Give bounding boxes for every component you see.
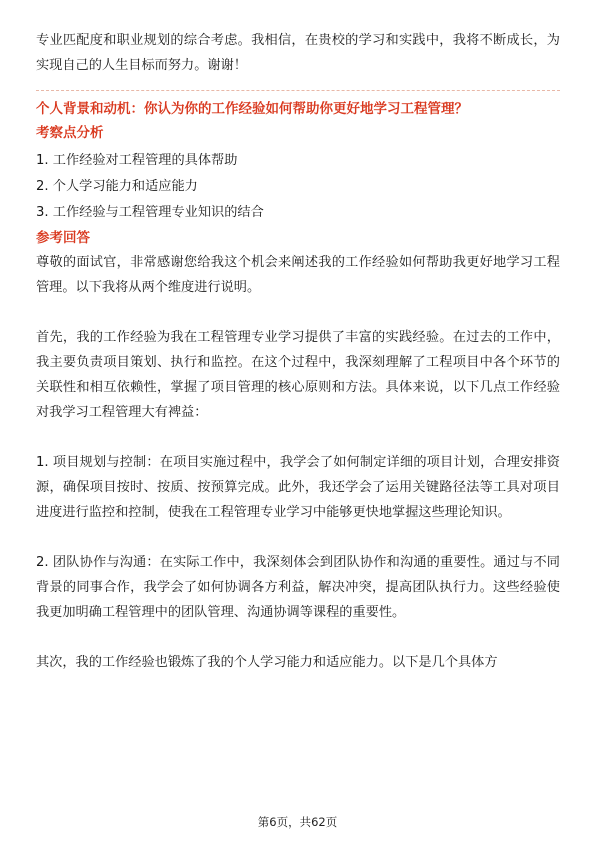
analysis-item-2: 2. 个人学习能力和适应能力 <box>36 179 198 194</box>
answer-paragraph-2: 首先，我的工作经验为我在工程管理专业学习提供了丰富的实践经验。在过去的工作中，我主要负责项目策划、执行和监控。在这个过程中，我深刻理解了工程项目中各个环节的关联性和相互依赖性，掌握了项目管理的核心原则和方法。具体来说，以下几点工作经验对我学习工程管理大有裨益： <box>36 330 560 420</box>
answer-paragraph-5: 其次，我的工作经验也锻炼了我的个人学习能力和适应能力。以下是几个具体方 <box>36 655 498 670</box>
question-title: 个人背景和动机：你认为你的工作经验如何帮助你更好地学习工程管理？ <box>36 101 468 117</box>
answer-heading: 参考回答 <box>36 230 90 246</box>
section-divider <box>36 90 560 91</box>
answer-paragraph-4: 2. 团队协作与沟通：在实际工作中，我深刻体会到团队协作和沟通的重要性。通过与不同背景的同事合作，我学会了如何协调各方利益，解决冲突，提高团队执行力。这些经验使我更加明确工程管理中的团队管理、沟通协调等课程的重要性。 <box>36 555 560 620</box>
intro-paragraph: 专业匹配度和职业规划的综合考虑。我相信，在贵校的学习和实践中，我将不断成长，为实现自己的人生目标而努力。谢谢！ <box>36 33 560 73</box>
answer-paragraph-3: 1. 项目规划与控制：在项目实施过程中，我学会了如何制定详细的项目计划，合理安排资源，确保项目按时、按质、按预算完成。此外，我还学会了运用关键路径法等工具对项目进度进行监控和控制，使我在工程管理专业学习中能够更快地掌握这些理论知识。 <box>36 455 560 520</box>
analysis-item-1: 1. 工作经验对工程管理的具体帮助 <box>36 153 238 168</box>
analysis-item-3: 3. 工作经验与工程管理专业知识的结合 <box>36 205 264 220</box>
answer-paragraph-1: 尊敬的面试官，非常感谢您给我这个机会来阐述我的工作经验如何帮助我更好地学习工程管理。以下我将从两个维度进行说明。 <box>36 255 560 295</box>
document-page <box>36 28 560 675</box>
analysis-heading: 考察点分析 <box>36 125 104 141</box>
page-footer: 第6页，共62页 <box>257 815 338 829</box>
